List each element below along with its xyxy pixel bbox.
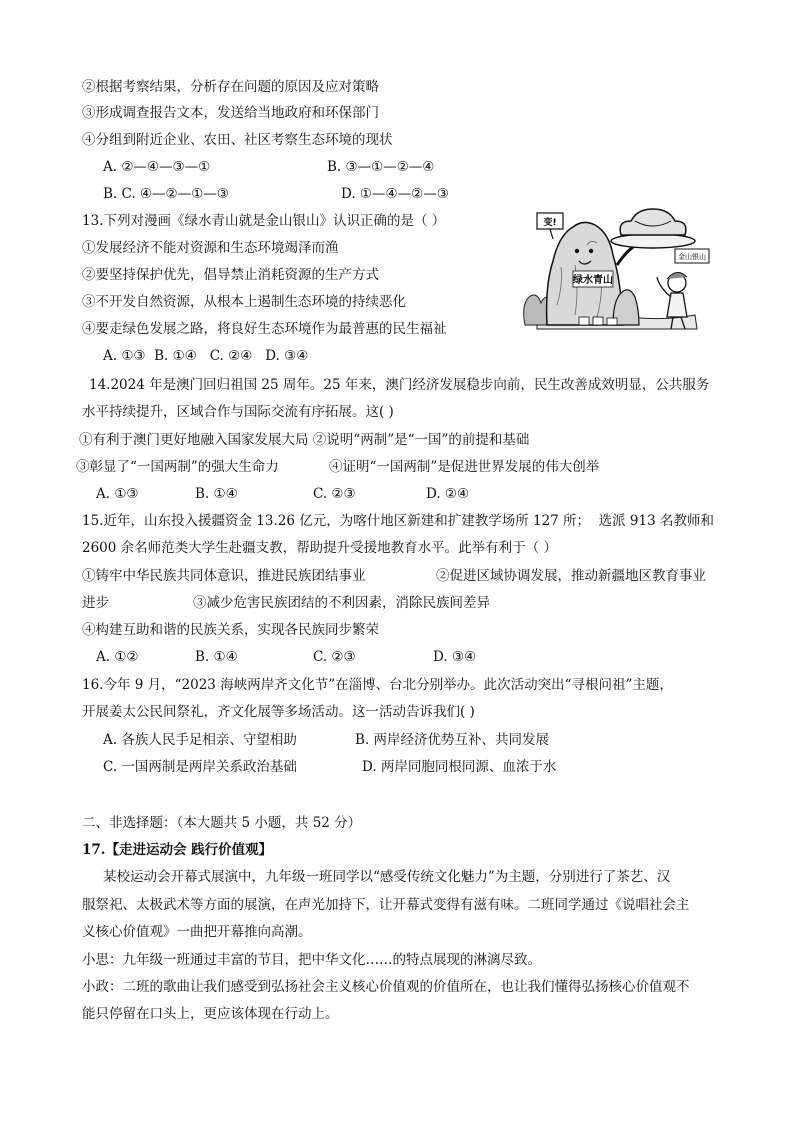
jinshan-sign bbox=[675, 249, 709, 263]
q16-stem-line-2: 开展姜太公民间祭礼，齐文化展等多场活动。这一活动告诉我们( ) bbox=[82, 704, 475, 720]
q15-option-c: C. ②③ bbox=[313, 649, 356, 665]
green-mountain-cartoon bbox=[517, 205, 710, 335]
svg-text:金山银山: 金山银山 bbox=[678, 253, 706, 261]
q16-option-b: B. 两岸经济优势互补、共同发展 bbox=[355, 732, 550, 748]
q12-option-c: B. C. ④—②—①—③ bbox=[103, 186, 229, 202]
q15-statement-2-cont: 进步 bbox=[82, 595, 109, 611]
q16-stem-line-1: 16.今年 9 月，“2023 海峡两岸齐文化节”在淄博、台北分别举办。此次活动突出“寻根问祖”主题， bbox=[82, 677, 673, 693]
q12-option-b: B. ③—①—②—④ bbox=[327, 159, 435, 175]
q14-stem-line-1: 14.2024 年是澳门回归祖国 25 周年。25 年来，澳门经济发展稳步向前，民生改善成效明显，公共服务 bbox=[89, 377, 710, 393]
mountain-label bbox=[573, 271, 613, 287]
bian-sign bbox=[537, 213, 563, 239]
q17-paragraph-line-3: 义核心价值观》一曲把开幕推向高潮。 bbox=[82, 924, 312, 940]
q16-option-a: A. 各族人民手足相亲、守望相助 bbox=[103, 732, 297, 748]
q15-statement-4: ④构建互助和谐的民族关系，实现各民族同步繁荣 bbox=[82, 622, 379, 638]
q17-xiaosi: 小思：九年级一班通过丰富的节目，把中华文化……的特点展现的淋漓尽致。 bbox=[82, 952, 541, 968]
section-2-heading: 二、非选择题：（本大题共 5 小题，共 52 分） bbox=[82, 815, 362, 831]
q15-statement-3: ③减少危害民族团结的不利因素，消除民族间差异 bbox=[193, 595, 490, 611]
svg-text:变!: 变! bbox=[543, 218, 557, 228]
q14-statement-4: ④证明“一国两制”是促进世界发展的伟大创举 bbox=[329, 459, 600, 475]
q15-statement-1: ①铸牢中华民族共同体意识，推进民族团结事业 bbox=[82, 568, 366, 584]
svg-text:绿水青山: 绿水青山 bbox=[573, 275, 613, 286]
q14-option-c: C. ②③ bbox=[313, 486, 356, 502]
q15-option-d: D. ③④ bbox=[433, 649, 477, 665]
q12-statement-3: ③形成调查报告文本，发送给当地政府和环保部门 bbox=[82, 105, 379, 121]
q15-stem-line-2: 2600 余名师范类大学生赴疆支教，帮助提升受援地教育水平。此举有利于（ ） bbox=[82, 540, 557, 556]
q17-xiaozheng-line-1: 小政：二班的歌曲让我们感受到弘扬社会主义核心价值观的价值所在，也让我们懂得弘扬核心价值观不 bbox=[82, 979, 690, 995]
q17-paragraph-line-1: 某校运动会开幕式展演中，九年级一班同学以“感受传统文化魅力”为主题，分别进行了茶艺、汉 bbox=[103, 869, 671, 885]
q15-stem-line-1: 15.近年，山东投入援疆资金 13.26 亿元，为喀什地区新建和扩建教学场所 127 所； 选派 913 名教师和 bbox=[82, 513, 714, 529]
q12-option-d: D. ①—④—②—③ bbox=[341, 186, 449, 202]
q12-option-a: A. ②—④—③—① bbox=[103, 159, 211, 175]
q14-option-a: A. ①③ bbox=[96, 486, 139, 502]
q13-options: A. ①③ B. ①④ C. ②④ D. ③④ bbox=[103, 348, 309, 364]
q17-paragraph-line-2: 服祭祀、太极武术等方面的展演，在声光加持下，让开幕式变得有滋有味。二班同学通过《说唱社会主 bbox=[82, 897, 690, 913]
q16-option-c: C. 一国两制是两岸关系政治基础 bbox=[103, 759, 297, 775]
q14-statement-3: ③彰显了“一国两制”的强大生命力 bbox=[76, 459, 279, 475]
q17-xiaozheng-line-2: 能只停留在口头上，更应该体现在行动上。 bbox=[82, 1006, 339, 1022]
q12-statement-2: ②根据考察结果，分析存在问题的原因及应对策略 bbox=[82, 79, 379, 95]
q13-statement-1: ①发展经济不能对资源和生态环境竭泽而渔 bbox=[82, 240, 339, 256]
q14-statements-1-2: ①有利于澳门更好地融入国家发展大局 ②说明“两制”是“一国”的前提和基础 bbox=[79, 432, 530, 448]
q14-option-b: B. ①④ bbox=[195, 486, 238, 502]
q13-statement-4: ④要走绿色发展之路，将良好生态环境作为最普惠的民生福祉 bbox=[82, 321, 447, 337]
q13-statement-3: ③不开发自然资源，从根本上遏制生态环境的持续恶化 bbox=[82, 294, 406, 310]
q13-statement-2: ②要坚持保护优先，倡导禁止消耗资源的生产方式 bbox=[82, 267, 379, 283]
q14-option-d: D. ②④ bbox=[426, 486, 470, 502]
q15-statement-2: ②促进区域协调发展，推动新疆地区教育事业 bbox=[436, 568, 706, 584]
q16-option-d: D. 两岸同胞同根同源、血浓于水 bbox=[362, 759, 557, 775]
q13-stem: 13.下列对漫画《绿水青山就是金山银山》认识正确的是（ ） bbox=[82, 213, 446, 229]
q15-option-a: A. ①② bbox=[96, 649, 139, 665]
q15-option-b: B. ①④ bbox=[195, 649, 238, 665]
q17-title: 17.【走进运动会 践行价值观】 bbox=[82, 842, 273, 858]
q12-statement-4: ④分组到附近企业、农田、社区考察生态环境的现状 bbox=[82, 132, 393, 148]
q14-stem-line-2: 水平持续提升，区域合作与国际交流有序拓展。这( ) bbox=[82, 404, 394, 420]
